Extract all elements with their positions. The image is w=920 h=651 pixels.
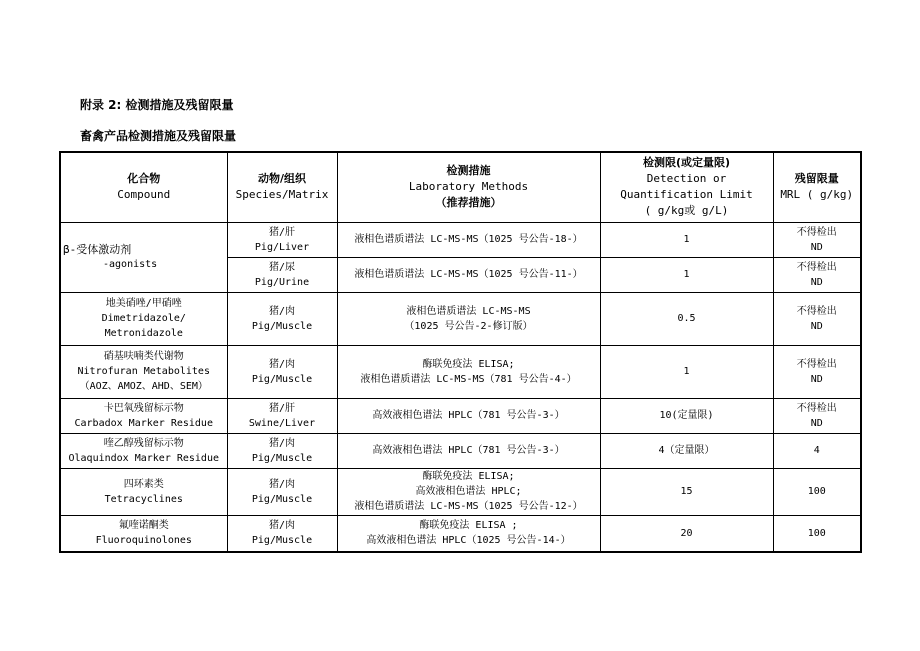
mrl-cn: 不得检出 (796, 305, 837, 317)
table-row (60, 515, 861, 552)
header-limit-en2: Quantification Limit (620, 188, 753, 202)
header-method-note: （推荐措施） (435, 196, 502, 210)
limit-cell: 10(定量限) (600, 398, 773, 433)
mrl-nd: ND (810, 241, 823, 253)
compound-en: Carbadox Marker Residue (74, 417, 213, 429)
mrl-cell (773, 398, 861, 433)
mrl-cell (773, 292, 861, 345)
mrl-cn: 不得检出 (796, 358, 837, 370)
header-compound-cn: 化合物 (127, 172, 161, 186)
method-cell (337, 468, 600, 515)
residue-limit-table (59, 151, 862, 553)
header-compound-en: Compound (117, 188, 171, 202)
compound-cell (60, 468, 227, 515)
header-mrl-cn: 残留限量 (794, 172, 839, 186)
table-row (60, 222, 861, 257)
table-row (60, 468, 861, 515)
table-row (60, 292, 861, 345)
species-cell (227, 515, 337, 552)
header-species (227, 152, 337, 222)
table-row (60, 345, 861, 398)
table-title: 畜禽产品检测措施及残留限量 (80, 129, 237, 143)
compound-en: Tetracyclines (104, 493, 183, 505)
method-text: 液相色谱质谱法 LC-MS-MS（781 号公告-4-） (360, 373, 577, 385)
species-en: Pig/Muscle (251, 452, 313, 464)
species-cell (227, 257, 337, 292)
compound-cell (60, 222, 227, 292)
header-limit-cn: 检测限(或定量限) (642, 156, 731, 170)
method-text: 高效液相色谱法 HPLC（1025 号公告-14-） (366, 535, 571, 547)
method-text: 液相色谱质谱法 LC-MS-MS (406, 305, 531, 317)
compound-cn: 地美硝唑/甲硝唑 (105, 298, 182, 309)
species-cn: 猪/肉 (268, 520, 296, 532)
compound-en: -agonists (103, 259, 158, 270)
compound-cell (60, 515, 227, 552)
header-limit-unit: ( g/kg或 g/L) (644, 204, 729, 218)
compound-cn: 喹乙醇残留标示物 (103, 437, 184, 449)
limit-cell: 1 (600, 345, 773, 398)
species-en: Pig/Liver (254, 241, 310, 253)
species-cell (227, 345, 337, 398)
species-cn: 猪/肉 (268, 478, 296, 490)
method-cell (337, 433, 600, 468)
header-limit (600, 152, 773, 222)
mrl-nd: ND (810, 417, 823, 429)
header-limit-en1: Detection or (646, 172, 727, 186)
header-mrl (773, 152, 861, 222)
species-cn: 猪/肉 (268, 358, 296, 370)
table-row (60, 433, 861, 468)
method-cell (337, 398, 600, 433)
compound-en: Fluoroquinolones (95, 535, 192, 547)
method-text: 液相色谱质谱法 LC-MS-MS（1025 号公告-12-） (354, 501, 583, 512)
header-method-cn: 检测措施 (446, 164, 491, 178)
method-cell (337, 515, 600, 552)
mrl-cn: 不得检出 (796, 226, 837, 238)
method-text: 酶联免疫法 ELISA; (422, 471, 515, 482)
limit-cell: 1 (600, 222, 773, 257)
compound-cell (60, 345, 227, 398)
species-cell (227, 222, 337, 257)
species-en: Pig/Muscle (251, 535, 313, 547)
method-text: 高效液相色谱法 HPLC; (415, 486, 522, 497)
method-text: 高效液相色谱法 HPLC（781 号公告-3-） (372, 445, 565, 456)
species-cell (227, 292, 337, 345)
method-text: 高效液相色谱法 HPLC（781 号公告-3-） (372, 410, 565, 421)
limit-cell: 0.5 (600, 292, 773, 345)
compound-en: （AOZ、AMOZ、AHD、SEM） (79, 381, 208, 392)
compound-cn: 卡巴氧残留标示物 (103, 402, 184, 414)
mrl-cn: 不得检出 (796, 402, 837, 414)
mrl-nd: ND (810, 320, 823, 332)
method-text: （1025 号公告-2-修订版） (404, 320, 533, 332)
mrl-nd: ND (810, 373, 823, 385)
compound-en: Olaquindox Marker Residue (68, 452, 219, 464)
header-method-en: Laboratory Methods (408, 180, 529, 194)
species-en: Pig/Muscle (251, 320, 313, 332)
compound-cell (60, 433, 227, 468)
mrl-nd: ND (810, 276, 823, 288)
limit-cell: 20 (600, 515, 773, 552)
compound-cn: 氟喹诺酮类 (118, 520, 169, 532)
species-en: Pig/Muscle (251, 493, 313, 505)
mrl-cell: 4 (773, 433, 861, 468)
method-cell (337, 257, 600, 292)
method-cell (337, 292, 600, 345)
method-text: 液相色谱质谱法 LC-MS-MS（1025 号公告-11-） (354, 269, 583, 280)
species-en: Pig/Muscle (251, 373, 313, 385)
species-cell (227, 468, 337, 515)
header-method (337, 152, 600, 222)
limit-cell: 4（定量限） (600, 433, 773, 468)
species-cn: 猪/尿 (268, 261, 296, 273)
compound-cn: 硝基呋喃类代谢物 (103, 351, 184, 362)
method-text: 酶联免疫法 ELISA; (422, 358, 515, 370)
species-cell (227, 433, 337, 468)
compound-cell (60, 398, 227, 433)
mrl-cell (773, 222, 861, 257)
method-text: 酶联免疫法 ELISA ; (419, 520, 518, 532)
compound-cn: β-受体激动剂 (63, 243, 132, 256)
appendix-heading: 附录 2: 检测措施及残留限量 (80, 98, 234, 112)
header-species-en: Species/Matrix (235, 188, 329, 202)
compound-cell (60, 292, 227, 345)
mrl-cn: 不得检出 (796, 261, 837, 273)
species-cn: 猪/肉 (268, 305, 296, 317)
mrl-cell (773, 345, 861, 398)
species-cell (227, 398, 337, 433)
mrl-cell (773, 257, 861, 292)
header-mrl-en: MRL ( g/kg) (780, 188, 854, 202)
compound-en: Metronidazole (104, 328, 183, 339)
table-header-row (60, 152, 861, 222)
limit-cell: 1 (600, 257, 773, 292)
compound-en: Dimetridazole/ (101, 313, 186, 324)
table-row (60, 398, 861, 433)
method-cell (337, 345, 600, 398)
method-cell (337, 222, 600, 257)
species-cn: 猪/肝 (268, 402, 296, 414)
limit-cell: 15 (600, 468, 773, 515)
mrl-cell: 100 (773, 515, 861, 552)
method-text: 液相色谱质谱法 LC-MS-MS（1025 号公告-18-） (354, 234, 583, 245)
species-en: Swine/Liver (248, 417, 316, 429)
header-species-cn: 动物/组织 (257, 172, 307, 186)
species-cn: 猪/肉 (268, 437, 296, 449)
compound-en: Nitrofuran Metabolites (77, 366, 210, 377)
compound-cn: 四环素类 (123, 478, 164, 490)
mrl-cell: 100 (773, 468, 861, 515)
header-compound (60, 152, 227, 222)
species-en: Pig/Urine (254, 276, 310, 288)
species-cn: 猪/肝 (268, 226, 296, 238)
